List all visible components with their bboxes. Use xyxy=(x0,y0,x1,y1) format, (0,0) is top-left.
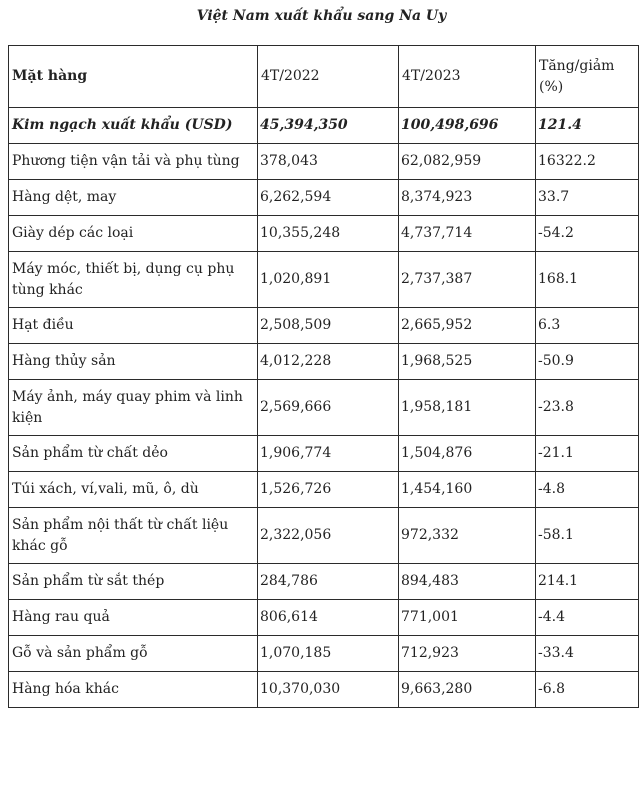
cell-change: -33.4 xyxy=(536,636,639,672)
cell-change: -4.8 xyxy=(536,472,639,508)
cell-item: Gỗ và sản phẩm gỗ xyxy=(9,636,258,672)
cell-4t2023: 9,663,280 xyxy=(399,672,536,708)
cell-4t2022: 2,508,509 xyxy=(258,308,399,344)
cell-4t2023: 712,923 xyxy=(399,636,536,672)
cell-item: Hàng hóa khác xyxy=(9,672,258,708)
cell-change: -6.8 xyxy=(536,672,639,708)
cell-item: Phương tiện vận tải và phụ tùng xyxy=(9,144,258,180)
cell-4t2022: 1,526,726 xyxy=(258,472,399,508)
cell-4t2023: 1,454,160 xyxy=(399,472,536,508)
cell-item: Giày dép các loại xyxy=(9,216,258,252)
cell-change: 6.3 xyxy=(536,308,639,344)
table-row xyxy=(9,508,639,564)
cell-change: 121.4 xyxy=(536,108,639,144)
cell-4t2022: 10,370,030 xyxy=(258,672,399,708)
cell-4t2023: 8,374,923 xyxy=(399,180,536,216)
table-caption: Việt Nam xuất khẩu sang Na Uy xyxy=(196,8,447,24)
cell-4t2023: 894,483 xyxy=(399,564,536,600)
cell-4t2023: 972,332 xyxy=(399,508,536,564)
header-cell-4t2023: 4T/2023 xyxy=(399,46,536,108)
table-row xyxy=(9,564,639,600)
cell-4t2023: 1,504,876 xyxy=(399,436,536,472)
cell-item: Hàng thủy sản xyxy=(9,344,258,380)
export-table xyxy=(8,45,639,708)
table-row xyxy=(9,180,639,216)
cell-4t2023: 1,958,181 xyxy=(399,380,536,436)
cell-4t2023: 771,001 xyxy=(399,600,536,636)
cell-item: Hàng dệt, may xyxy=(9,180,258,216)
table-row xyxy=(9,216,639,252)
header-cell-item: Mặt hàng xyxy=(9,46,258,108)
cell-4t2022: 6,262,594 xyxy=(258,180,399,216)
cell-item: Sản phẩm nội thất từ chất liệu khác gỗ xyxy=(9,508,258,564)
table-row xyxy=(9,436,639,472)
table-row xyxy=(9,600,639,636)
header-cell-change: Tăng/giảm (%) xyxy=(536,46,639,108)
cell-item: Sản phẩm từ sắt thép xyxy=(9,564,258,600)
cell-4t2023: 62,082,959 xyxy=(399,144,536,180)
cell-4t2022: 1,070,185 xyxy=(258,636,399,672)
cell-4t2022: 4,012,228 xyxy=(258,344,399,380)
header-row xyxy=(9,46,639,108)
cell-item: Hàng rau quả xyxy=(9,600,258,636)
table-row xyxy=(9,380,639,436)
cell-change: -23.8 xyxy=(536,380,639,436)
header-cell-4t2022: 4T/2022 xyxy=(258,46,399,108)
cell-item: Sản phẩm từ chất dẻo xyxy=(9,436,258,472)
cell-change: 16322.2 xyxy=(536,144,639,180)
cell-4t2022: 378,043 xyxy=(258,144,399,180)
cell-4t2022: 284,786 xyxy=(258,564,399,600)
table-row xyxy=(9,472,639,508)
cell-change: -21.1 xyxy=(536,436,639,472)
cell-item: Máy móc, thiết bị, dụng cụ phụ tùng khác xyxy=(9,252,258,308)
cell-change: 33.7 xyxy=(536,180,639,216)
cell-item: Kim ngạch xuất khẩu (USD) xyxy=(9,108,258,144)
cell-change: -4.4 xyxy=(536,600,639,636)
table-row xyxy=(9,144,639,180)
cell-change: -58.1 xyxy=(536,508,639,564)
table-row xyxy=(9,108,639,144)
table-row xyxy=(9,344,639,380)
cell-change: 214.1 xyxy=(536,564,639,600)
cell-item: Túi xách, ví,vali, mũ, ô, dù xyxy=(9,472,258,508)
cell-change: -50.9 xyxy=(536,344,639,380)
cell-4t2022: 1,020,891 xyxy=(258,252,399,308)
cell-4t2022: 1,906,774 xyxy=(258,436,399,472)
cell-4t2022: 45,394,350 xyxy=(258,108,399,144)
cell-4t2023: 4,737,714 xyxy=(399,216,536,252)
cell-4t2023: 2,737,387 xyxy=(399,252,536,308)
table-row xyxy=(9,672,639,708)
table-row xyxy=(9,252,639,308)
cell-4t2022: 806,614 xyxy=(258,600,399,636)
cell-change: 168.1 xyxy=(536,252,639,308)
table-row xyxy=(9,636,639,672)
table-row xyxy=(9,308,639,344)
cell-item: Hạt điều xyxy=(9,308,258,344)
cell-4t2023: 2,665,952 xyxy=(399,308,536,344)
cell-4t2022: 2,569,666 xyxy=(258,380,399,436)
cell-change: -54.2 xyxy=(536,216,639,252)
cell-4t2023: 1,968,525 xyxy=(399,344,536,380)
cell-4t2022: 2,322,056 xyxy=(258,508,399,564)
cell-item: Máy ảnh, máy quay phim và linh kiện xyxy=(9,380,258,436)
cell-4t2022: 10,355,248 xyxy=(258,216,399,252)
cell-4t2023: 100,498,696 xyxy=(399,108,536,144)
